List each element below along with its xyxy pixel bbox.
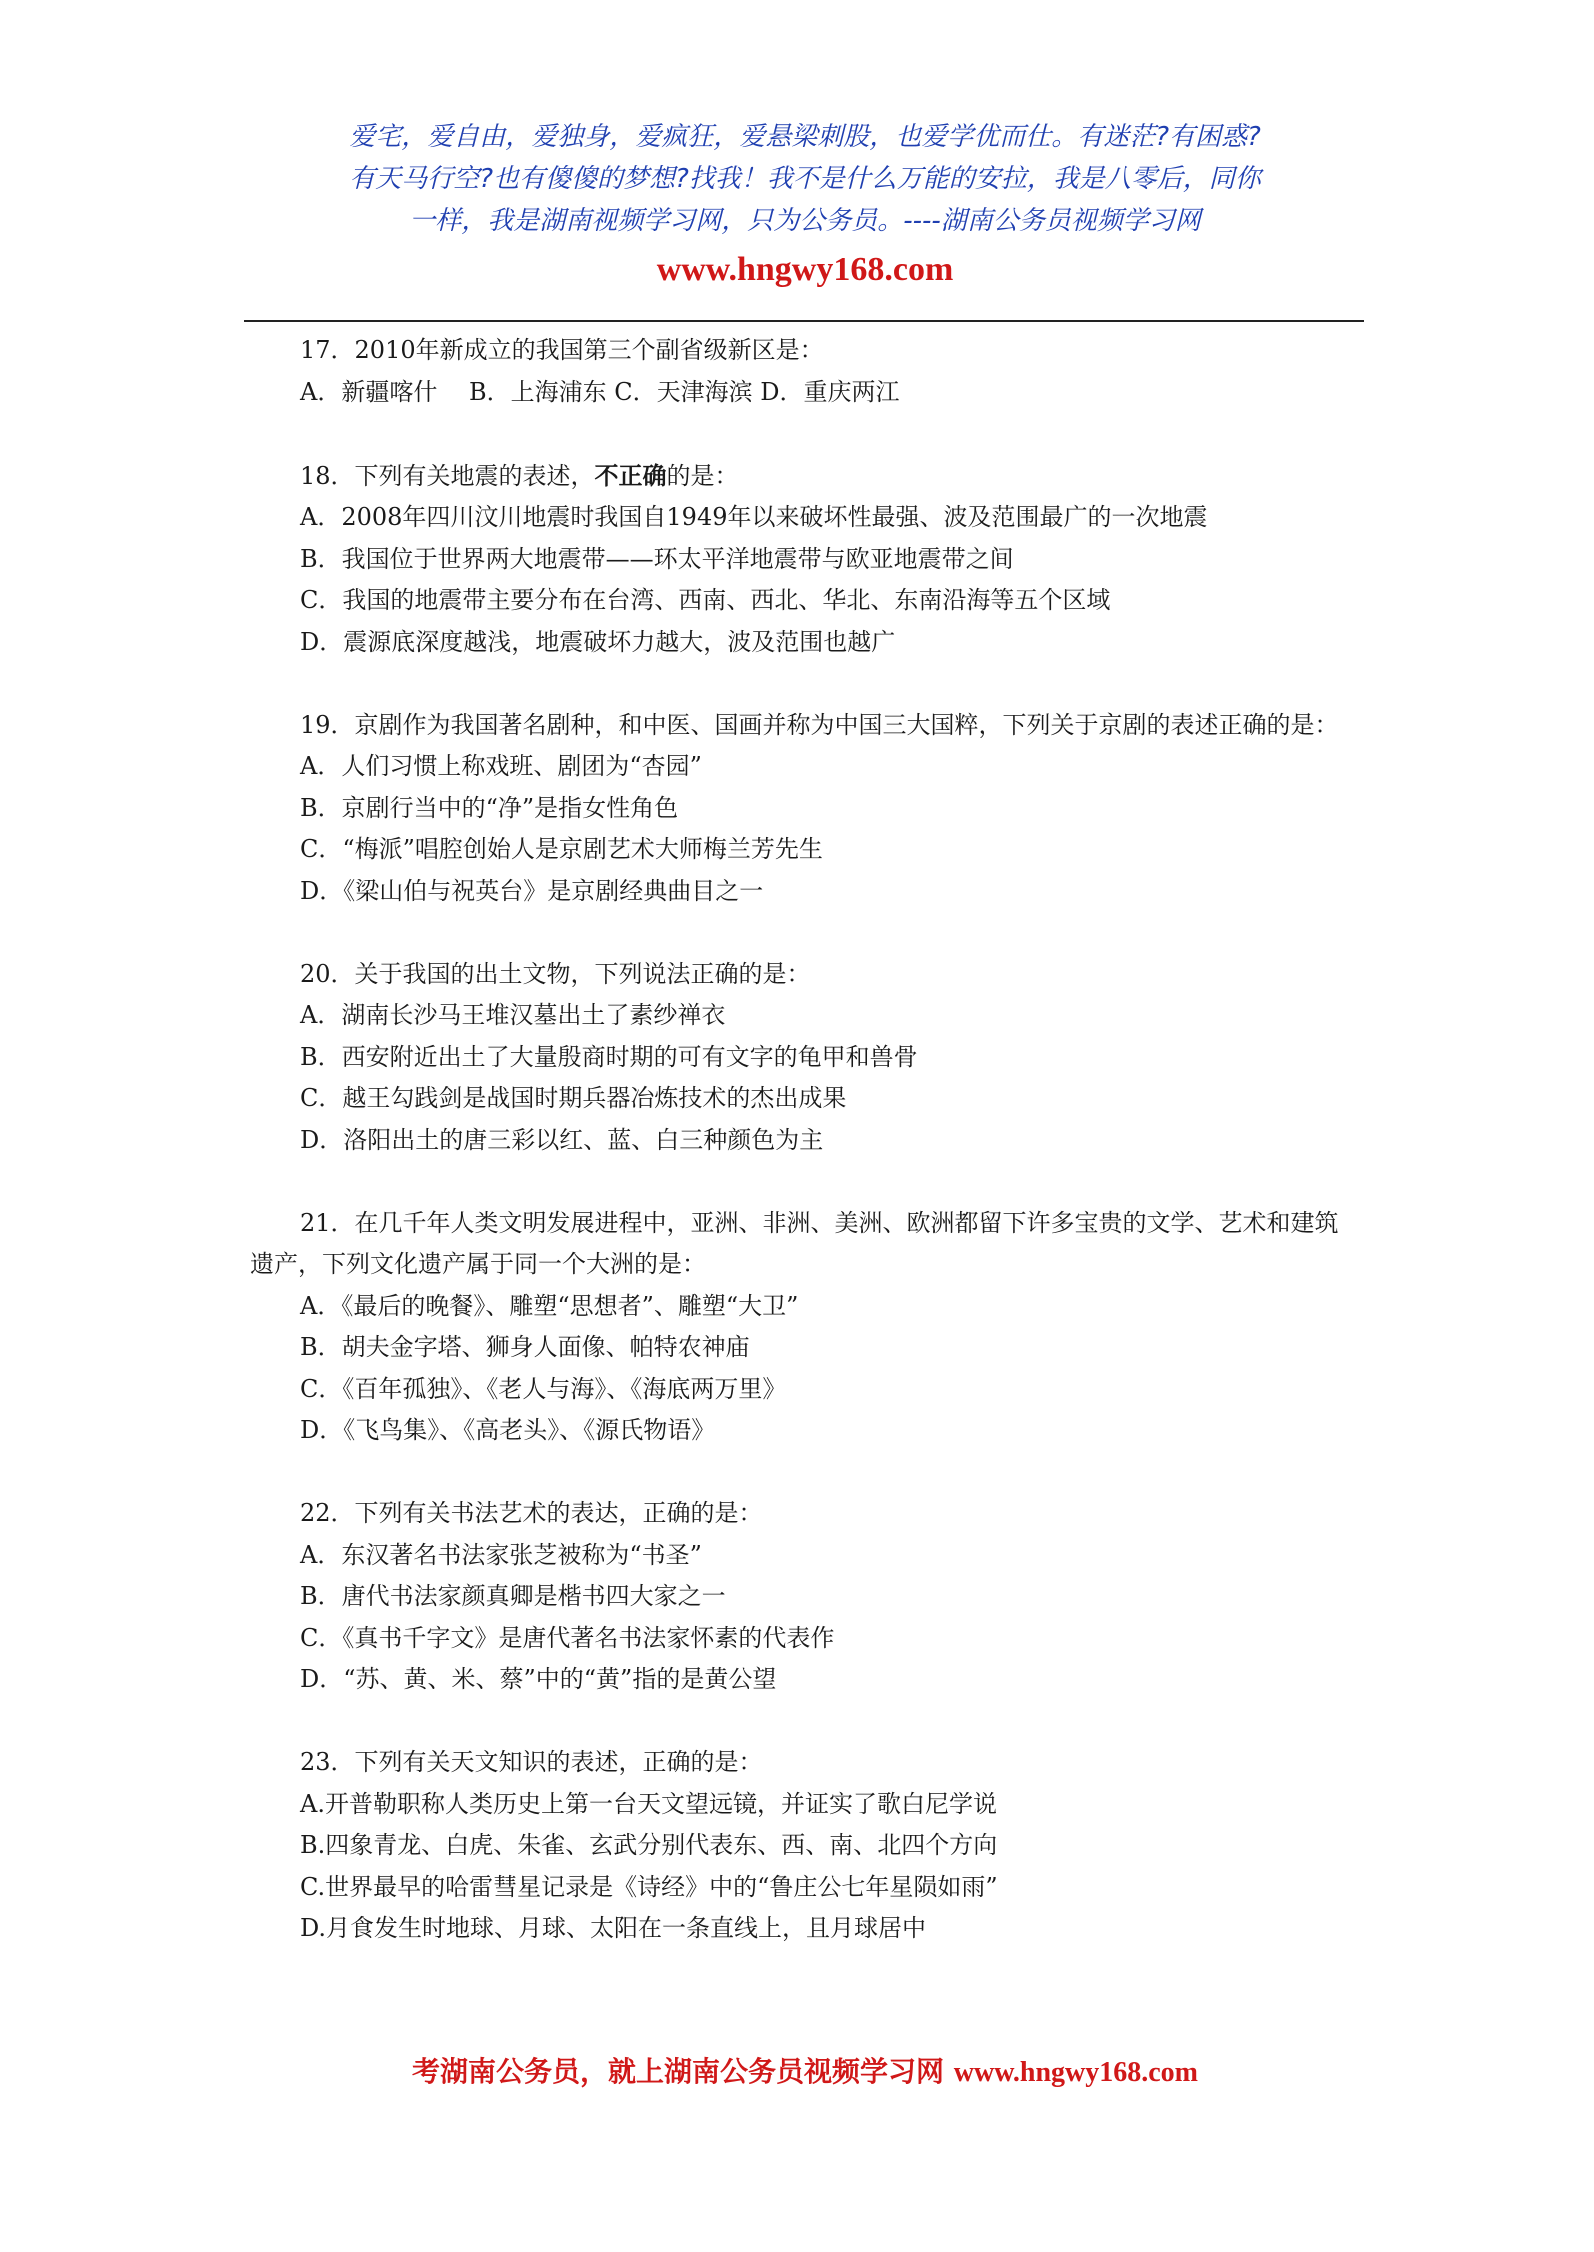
header-website-link[interactable]: www.hngwy168.com [656,251,954,288]
question-stem: 23．下列有关天文知识的表述，正确的是： [300,1748,763,1776]
question-21 [250,1203,1360,1452]
option-b: B．我国位于世界两大地震带——环太平洋地震带与欧亚地震带之间 [300,544,1014,573]
option-c: C．《百年孤独》、《老人与海》、《海底两万里》 [300,1374,787,1403]
question-17 [250,330,1360,413]
option-a: A．东汉著名书法家张芝被称为“书圣” [300,1540,702,1569]
option-c: C．“梅派”唱腔创始人是京剧艺术大师梅兰芳先生 [300,835,823,863]
option-d: D．《梁山伯与祝英台》是京剧经典曲目之一 [300,876,764,905]
option-d: D．震源底深度越浅，地震破坏力越大，波及范围也越广 [300,627,896,656]
header-slogan-line-3: 一样，我是湖南视频学习网，只为公务员。----湖南公务员视频学习网 [409,206,1201,236]
option-d: D.月食发生时地球、月球、太阳在一条直线上，且月球居中 [300,1914,927,1942]
option-d: D．洛阳出土的唐三彩以红、蓝、白三种颜色为主 [300,1125,824,1154]
question-stem: 22．下列有关书法艺术的表达，正确的是： [300,1499,763,1527]
header-slogan-line-2: 有天马行空?也有傻傻的梦想?找我！我不是什么万能的安拉，我是八零后，同你 [349,164,1261,194]
page-footer [240,2050,1370,2090]
option-d: D．《飞鸟集》、《高老头》、《源氏物语》 [300,1416,716,1444]
question-22 [250,1493,1360,1701]
question-stem: 19．京剧作为我国著名剧种，和中医、国画并称为中国三大国粹，下列关于京剧的表述正确的是： [300,710,1339,739]
option-b: B．京剧行当中的“净”是指女性角色 [300,793,679,822]
option-b: B．西安附近出土了大量殷商时期的可有文字的龟甲和兽骨 [300,1042,918,1071]
option-c: C．《真书千字文》是唐代著名书法家怀素的代表作 [300,1623,835,1652]
question-23 [250,1742,1360,1950]
option-b: B.四象青龙、白虎、朱雀、玄武分别代表东、西、南、北四个方向 [300,1831,998,1859]
question-20 [250,954,1360,1162]
stem-emphasis: 不正确 [594,460,667,490]
question-18 [250,455,1360,664]
option-a: A．《最后的晚餐》、雕塑“思想者”、雕塑“大卫” [300,1291,799,1320]
stem-text: 的是： [666,461,739,490]
option-b: B．胡夫金字塔、狮身人面像、帕特农神庙 [300,1333,750,1361]
option-b: B．唐代书法家颜真卿是楷书四大家之一 [300,1582,726,1610]
footer-text: 考湖南公务员，就上湖南公务员视频学习网 [412,2055,954,2088]
question-list [250,330,1360,1991]
option-a: A.开普勒职称人类历史上第一台天文望远镜，并证实了歌白尼学说 [300,1789,997,1818]
option-c: C．越王勾践剑是战国时期兵器冶炼技术的杰出成果 [300,1084,847,1112]
option-a: A．人们习惯上称戏班、剧团为“杏园” [300,752,702,780]
option-c: C．我国的地震带主要分布在台湾、西南、西北、华北、东南沿海等五个区域 [300,586,1111,614]
question-stem [250,455,1360,498]
option-c: C.世界最早的哈雷彗星记录是《诗经》中的“鲁庄公七年星陨如雨” [300,1872,998,1901]
option-d: D．“苏、黄、米、蔡”中的“黄”指的是黄公望 [300,1665,777,1693]
option-a: A．湖南长沙马王堆汉墓出土了素纱禅衣 [300,1001,726,1029]
footer-website-link[interactable]: www.hngwy168.com [953,2057,1198,2088]
question-options: A．新疆喀什 B．上海浦东 C．天津海滨 D．重庆两江 [300,377,900,406]
header-divider [244,320,1364,322]
question-stem: 20．关于我国的出土文物，下列说法正确的是： [300,959,811,988]
option-a: A．2008年四川汶川地震时我国自1949年以来破坏性最强、波及范围最广的一次地震 [300,503,1208,531]
question-19 [250,705,1360,913]
page-header [240,116,1370,292]
stem-text: 18．下列有关地震的表述， [300,461,595,490]
question-stem: 17．2010年新成立的我国第三个副省级新区是： [300,336,824,364]
header-slogan-line-1: 爱宅，爱自由，爱独身，爱疯狂，爱悬梁刺股，也爱学优而仕。有迷茫?有困惑? [349,122,1261,152]
question-stem: 21．在几千年人类文明发展进程中，亚洲、非洲、美洲、欧洲都留下许多宝贵的文学、艺术和建筑遗产，下列文化遗产属于同一个大洲的是： [250,1208,1339,1278]
